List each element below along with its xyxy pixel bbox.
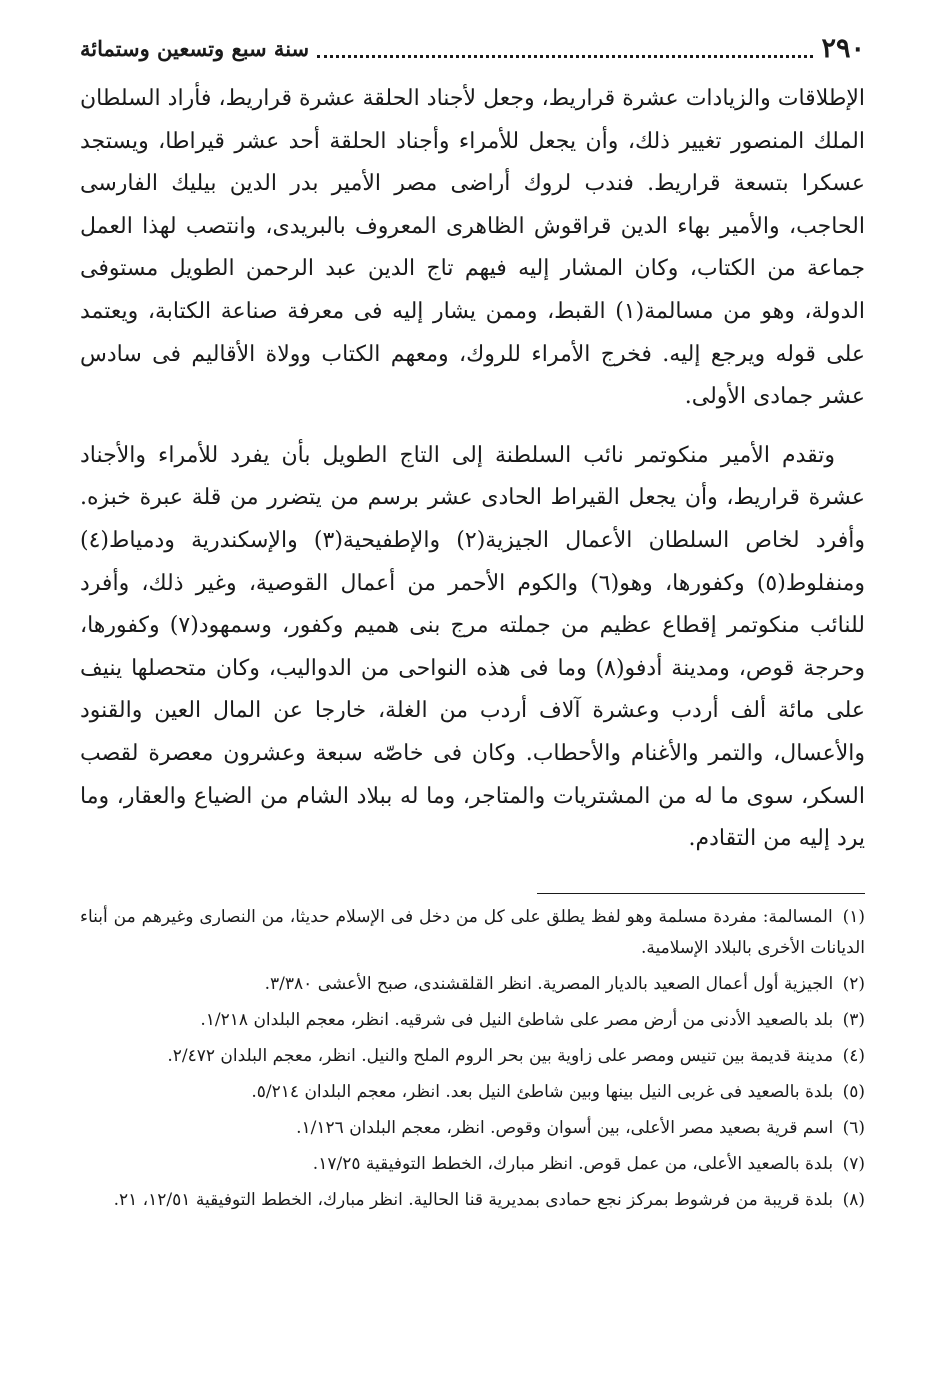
footnote xyxy=(80,1113,865,1144)
main-text xyxy=(80,78,865,861)
footnote-mark: (٤) xyxy=(842,1046,865,1066)
paragraph: الإطلاقات والزيادات عشرة قراريط، وجعل لأجناد الحلقة عشرة قراريط، فأراد السلطان الملك المنصور تغيير ذلك، وأن يجعل للأمراء وأجناد الحلقة أحد عشر قيراطا، ويستجد عسكرا بتسعة قراريط. فندب لروك أراضى مصر الأمير بدر الدين بيليك الفارسى الحاجب، والأمير بهاء الدين قراقوش الظاهرى المعروف بالبريدى، وانتصب لهذا العمل جماعة من الكتاب، وكان المشار إليه فيهم تاج الدين عبد الرحمن الطويل مستوفى الدولة، وهو من مسالمة(١) القبط، وممن يشار إليه فى معرفة صناعة الكتابة، ويعتمد على قوله ويرجع إليه. فخرج الأمراء للروك، ومعهم الكتاب وولاة الأقاليم فى سادس عشر جمادى الأولى. xyxy=(80,86,865,410)
footnote-mark: (٢) xyxy=(842,974,865,994)
footnote-text: بلدة قريبة من فرشوط بمركز نجع حمادى بمديرية قنا الحالية. انظر مبارك، الخطط التوفيقية ١٢/٥١، ٢١. xyxy=(113,1190,834,1210)
footnote-mark: (٨) xyxy=(842,1190,865,1210)
footnote-text: بلد بالصعيد الأدنى من أرض مصر على شاطئ النيل فى شرقيه. انظر، معجم البلدان ١/٢١٨. xyxy=(200,1010,834,1030)
footnote xyxy=(80,902,865,964)
footnote-text: بلدة بالصعيد فى غربى النيل بينها وبين شاطئ النيل بعد. انظر، معجم البلدان ٥/٢١٤. xyxy=(251,1082,834,1102)
footnote-text: اسم قرية بصعيد مصر الأعلى، بين أسوان وقوص. انظر، معجم البلدان ١/١٢٦. xyxy=(296,1118,834,1138)
footnote-mark: (١) xyxy=(842,907,865,927)
footnote xyxy=(80,1077,865,1108)
running-title: سنة سبع وتسعين وستمائة xyxy=(80,35,310,61)
footnotes xyxy=(80,902,865,1221)
footnote xyxy=(80,1185,865,1216)
footnote xyxy=(80,1149,865,1180)
footnote xyxy=(80,1041,865,1072)
footnote-mark: (٥) xyxy=(842,1082,865,1102)
footnote-separator xyxy=(537,893,865,894)
running-header xyxy=(80,28,865,68)
footnote xyxy=(80,1005,865,1036)
page-number: ٢٩٠ xyxy=(821,32,865,64)
footnote-text: بلدة بالصعيد الأعلى، من عمل قوص. انظر مبارك، الخطط التوفيقية ١٧/٢٥. xyxy=(312,1154,834,1174)
footnote xyxy=(80,969,865,1000)
dotted-leader xyxy=(317,55,813,58)
footnote-mark: (٦) xyxy=(842,1118,865,1138)
footnote-text: المسالمة: مفردة مسلمة وهو لفظ يطلق على كل من دخل فى الإسلام حديثا، من النصارى وغيرهم من أبناء الديانات الأخرى بالبلاد الإسلامية. xyxy=(80,907,865,958)
footnote-mark: (٣) xyxy=(842,1010,865,1030)
footnote-text: الجيزية أول أعمال الصعيد بالديار المصرية. انظر القلقشندى، صبح الأعشى ٣/٣٨٠. xyxy=(264,974,834,994)
footnote-mark: (٧) xyxy=(842,1154,865,1174)
footnote-text: مدينة قديمة بين تنيس ومصر على زاوية بين بحر الروم الملح والنيل. انظر، معجم البلدان ٢/٤٧٢. xyxy=(167,1046,834,1066)
paragraph: وتقدم الأمير منكوتمر نائب السلطنة إلى التاج الطويل بأن يفرد للأمراء والأجناد عشرة قراريط، وأن يجعل القيراط الحادى عشر برسم من يتضرر من قلة عبرة خبزه. وأفرد لخاص السلطان الأعمال الجيزية(٢) والإطفيحية(٣) والإسكندرية ودمياط(٤) ومنفلوط(٥) وكفورها، وهو(٦) والكوم الأحمر من أعمال القوصية، وغير ذلك، وأفرد للنائب منكوتمر إقطاع عظيم من جملته مرج بنى هميم وكفور، وسمهود(٧) وكفورها، وحرجة قوص، ومدينة أدفو(٨) وما فى هذه النواحى من الدواليب، وكان متحصلها ينيف على مائة ألف أردب وعشرة آلاف أردب من الغلة، خارجا عن المال العين والقنود والأعسال، والتمر والأغنام والأحطاب. وكان فى خاصّه سبعة وعشرون معصرة لقصب السكر، سوى ما له من المشتريات والمتاجر، وما له ببلاد الشام من الضياع والعقار، وما يرد إليه من التقادم. xyxy=(80,442,866,852)
